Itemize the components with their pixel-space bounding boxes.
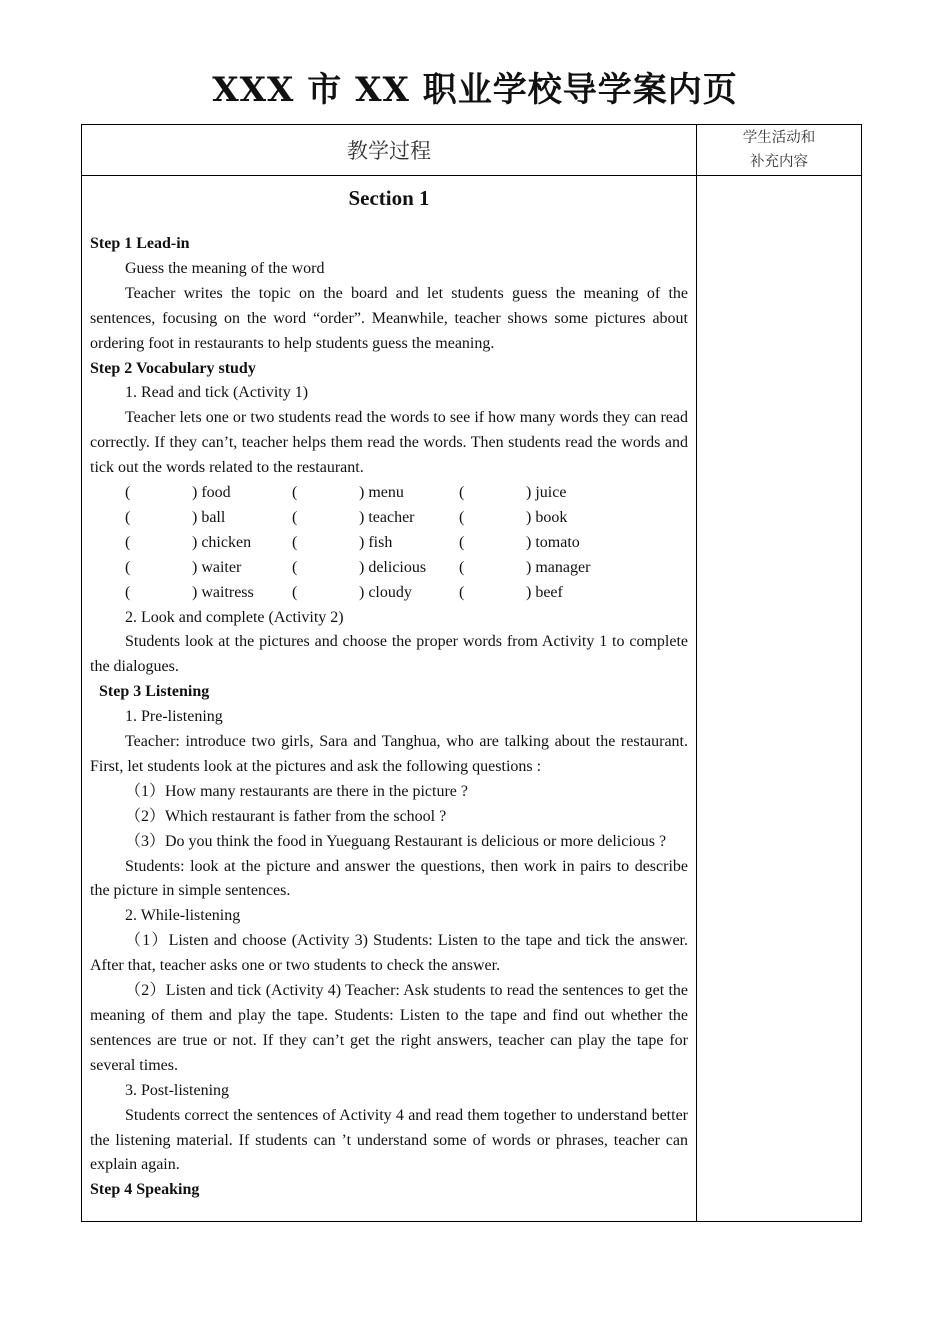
tick-word xyxy=(526,556,590,581)
tick-paren-open: ( xyxy=(459,558,465,576)
step2-paragraph1: Teacher lets one or two students read the words to see if how many words they can read correctly. If they can’t, teacher helps them read the words. Then students read the words and tick out the words related to the restaurant. xyxy=(90,409,688,477)
step3-while-paragraph2: （2）Listen and tick (Activity 4) Teacher: Ask students to read the sentences to get the meaning of them and play the tape. Students: Listen to the tape and find out whether the sentences are true or not. If they can’t get the right answers, teacher can play the tape for several times. xyxy=(90,982,688,1074)
word-label: juice xyxy=(535,484,567,502)
tick-paren-open: ( xyxy=(125,508,131,526)
tick-word xyxy=(359,531,392,556)
step2-heading: Step 2 Vocabulary study xyxy=(90,359,256,377)
step1-paragraph: Teacher writes the topic on the board and let students guess the meaning of the sentences, focusing on the word “order”. Meanwhile, teacher shows some pictures about ordering foot in restaurants to help students guess the meaning. xyxy=(90,284,688,352)
tick-word xyxy=(192,556,241,581)
word-label: tomato xyxy=(535,533,580,551)
page-title: XXX 市 XX 职业学校导学案内页 xyxy=(212,70,738,110)
tick-paren-close: ) xyxy=(526,558,532,576)
header-side-line2: 补充内容 xyxy=(750,154,808,170)
step2-item2: 2. Look and complete (Activity 2) xyxy=(125,608,344,626)
tick-word xyxy=(526,581,563,606)
tick-paren-close: ) xyxy=(526,484,532,502)
tick-word xyxy=(192,506,225,531)
tick-paren-open: ( xyxy=(292,583,298,601)
step3-pre-listening: 1. Pre-listening xyxy=(125,708,223,726)
word-label: waitress xyxy=(201,583,254,601)
tick-paren-open: ( xyxy=(459,508,465,526)
tick-word xyxy=(192,531,251,556)
step4-heading: Step 4 Speaking xyxy=(90,1181,200,1199)
tick-paren-open: ( xyxy=(125,558,131,576)
tick-paren-open: ( xyxy=(459,583,465,601)
header-teaching-process: 教学过程 xyxy=(347,139,431,163)
word-label: waiter xyxy=(201,558,242,576)
word-row xyxy=(90,556,688,581)
tick-word xyxy=(359,481,404,506)
step3-heading: Step 3 Listening xyxy=(99,683,210,701)
tick-paren-open: ( xyxy=(125,533,131,551)
word-row xyxy=(90,506,688,531)
tick-paren-open: ( xyxy=(292,533,298,551)
word-label: ball xyxy=(201,508,226,526)
tick-paren-open: ( xyxy=(125,484,131,502)
header-divider xyxy=(82,175,861,176)
step3-question-3: （3）Do you think the food in Yueguang Restaurant is delicious or more delicious ? xyxy=(125,832,667,850)
column-divider xyxy=(696,125,697,1221)
tick-paren-open: ( xyxy=(459,484,465,502)
tick-paren-open: ( xyxy=(292,508,298,526)
step3-question-2: （2）Which restaurant is father from the school ? xyxy=(125,807,447,825)
word-label: manager xyxy=(535,558,591,576)
step2-paragraph2: Students look at the pictures and choose the proper words from Activity 1 to complete the dialogues. xyxy=(90,633,688,676)
step3-while-listening: 2. While-listening xyxy=(125,907,241,925)
tick-word xyxy=(359,556,426,581)
tick-word xyxy=(526,531,580,556)
word-label: chicken xyxy=(201,533,252,551)
word-row xyxy=(90,581,688,606)
tick-word xyxy=(192,581,254,606)
tick-paren-close: ) xyxy=(359,508,365,526)
word-label: beef xyxy=(535,583,563,601)
lesson-table xyxy=(81,124,862,1222)
tick-paren-close: ) xyxy=(359,558,365,576)
step1-line1: Guess the meaning of the word xyxy=(125,259,325,277)
tick-paren-open: ( xyxy=(125,583,131,601)
step1-heading: Step 1 Lead-in xyxy=(90,235,190,252)
word-tick-list xyxy=(90,481,688,605)
step3-pre-paragraph: Teacher: introduce two girls, Sara and Tanghua, who are talking about the restaurant. First, let students look at the pictures and ask the following questions : xyxy=(90,733,688,775)
word-label: delicious xyxy=(368,558,427,576)
word-row xyxy=(90,531,688,556)
section-title: Section 1 xyxy=(348,186,430,210)
step3-students-paragraph: Students: look at the picture and answer the questions, then work in pairs to describe the picture in simple sentences. xyxy=(90,857,688,900)
tick-paren-close: ) xyxy=(359,533,365,551)
tick-paren-close: ) xyxy=(192,533,198,551)
tick-paren-close: ) xyxy=(192,484,198,502)
step2-item1: 1. Read and tick (Activity 1) xyxy=(125,384,309,402)
tick-paren-open: ( xyxy=(292,558,298,576)
tick-paren-close: ) xyxy=(192,558,198,576)
tick-paren-close: ) xyxy=(526,533,532,551)
word-label: menu xyxy=(368,484,404,502)
tick-paren-close: ) xyxy=(359,484,365,502)
tick-word xyxy=(359,581,412,606)
step3-post-listening: 3. Post-listening xyxy=(125,1081,230,1099)
word-label: teacher xyxy=(368,508,415,526)
tick-word xyxy=(192,481,231,506)
tick-paren-close: ) xyxy=(192,583,198,601)
tick-paren-open: ( xyxy=(292,484,298,502)
step3-question-1: （1）How many restaurants are there in the picture ? xyxy=(125,782,468,800)
teaching-content xyxy=(90,183,688,1203)
header-student-activity xyxy=(697,125,861,175)
header-side-line1: 学生活动和 xyxy=(742,130,816,146)
step3-post-paragraph: Students correct the sentences of Activity 4 and read them together to understand better the listening material. If students can ’t understand some of words or phrases, teacher can explain again. xyxy=(90,1106,688,1174)
tick-word xyxy=(526,506,567,531)
word-label: cloudy xyxy=(368,583,412,601)
word-label: fish xyxy=(368,533,393,551)
tick-paren-open: ( xyxy=(459,533,465,551)
tick-paren-close: ) xyxy=(526,508,532,526)
word-label: food xyxy=(201,484,231,502)
tick-paren-close: ) xyxy=(526,583,532,601)
word-label: book xyxy=(535,508,568,526)
tick-word xyxy=(526,481,566,506)
tick-word xyxy=(359,506,415,531)
tick-paren-close: ) xyxy=(359,583,365,601)
tick-paren-close: ) xyxy=(192,508,198,526)
step3-while-paragraph1: （1）Listen and choose (Activity 3) Students: Listen to the tape and tick the answer. After that, teacher asks one or two students to check the answer. xyxy=(90,932,688,975)
word-row xyxy=(90,481,688,506)
